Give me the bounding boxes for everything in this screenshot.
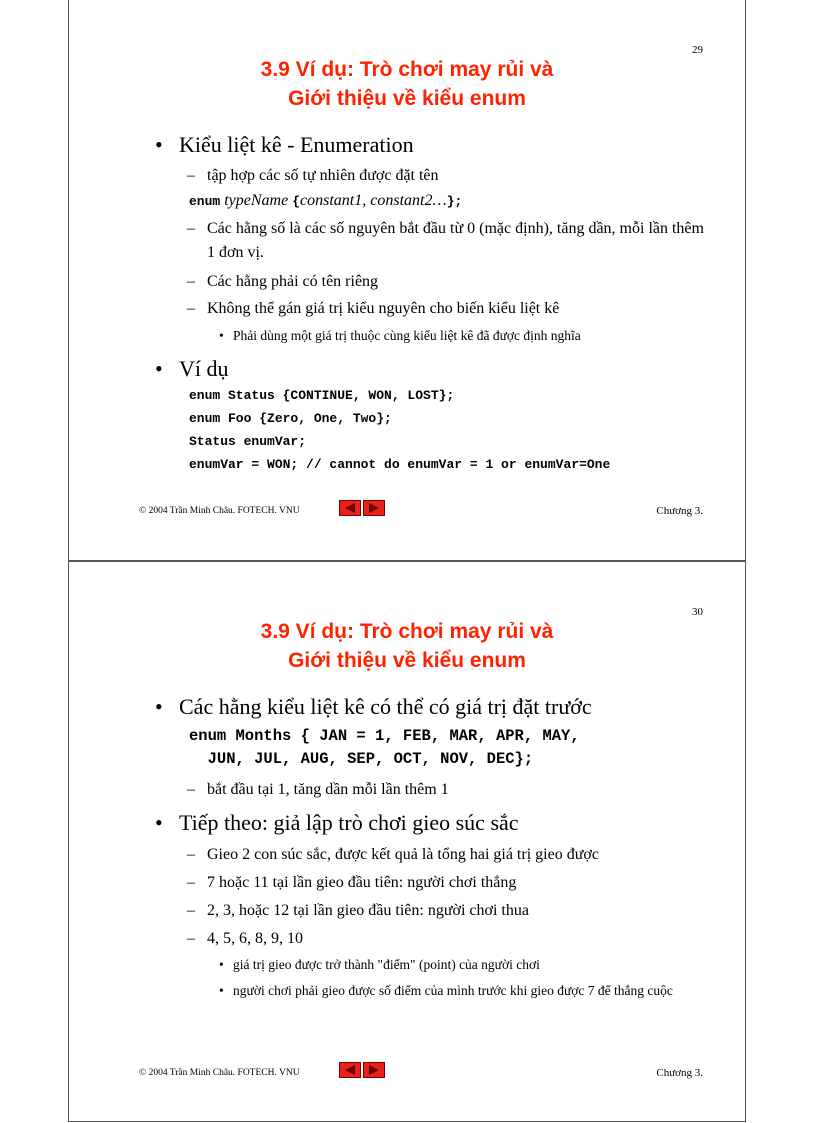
bullet-preset-values: • Các hằng kiểu liệt kê có thể có giá trị đặt trước [155, 694, 592, 719]
next-slide-button[interactable] [363, 500, 385, 516]
sub-item-named-integers: – tập hợp các số tự nhiên được đặt tên [187, 167, 439, 184]
sub-item-starts-at-one: – bắt đầu tại 1, tăng dần mỗi lần thêm 1 [187, 781, 449, 798]
arrow-left-icon [344, 1065, 356, 1075]
page-number: 29 [692, 44, 703, 56]
sub-sub-item-same-enum: • Phải dùng một giá trị thuộc cùng kiểu liệt kê đã được định nghĩa [219, 328, 581, 343]
sub-item-roll-two-dice: – Gieo 2 con súc sắc, được kết quả là tổng hai giá trị gieo được [187, 846, 599, 863]
nav-buttons [339, 500, 385, 516]
slide-title-line2: Giới thiệu về kiểu enum [288, 87, 526, 110]
sub-item-lose-condition: – 2, 3, hoặc 12 tại lần gieo đầu tiên: người chơi thua [187, 902, 529, 919]
arrow-left-icon [344, 503, 356, 513]
footer-copyright: © 2004 Trần Minh Châu. FOTECH. VNU [139, 1068, 300, 1078]
slide-29 [68, 0, 746, 561]
footer-copyright: © 2004 Trần Minh Châu. FOTECH. VNU [139, 506, 300, 516]
arrow-right-icon [368, 1065, 380, 1075]
next-slide-button[interactable] [363, 1062, 385, 1078]
footer-chapter: Chương 3. [656, 1067, 703, 1079]
code-line: enum Status {CONTINUE, WON, LOST}; [189, 388, 455, 403]
code-line: enumVar = WON; // cannot do enumVar = 1 or enumVar=One [189, 457, 611, 472]
sub-item-unique-names: – Các hằng phải có tên riêng [187, 273, 379, 290]
sub-item-constants-start-zero: – Các hằng số là các số nguyên bắt đầu từ 0 (mặc định), tăng dần, mỗi lần thêm 1 đơn vị. [187, 220, 704, 261]
code-line: JUN, JUL, AUG, SEP, OCT, NOV, DEC}; [189, 750, 534, 768]
enum-syntax: enum typeName {constant1, constant2…}; [189, 192, 463, 209]
sub-sub-item-point: • giá trị gieo được trở thành "điểm" (point) của người chơi [219, 957, 540, 972]
sub-sub-item-roll-point-before-seven: • người chơi phải gieo được số điểm của mình trước khi gieo được 7 để thắng cuộc [219, 983, 673, 998]
slide-title-line1: 3.9 Ví dụ: Trò chơi may rủi và [260, 620, 554, 643]
slide-30 [68, 561, 746, 1122]
code-line: Status enumVar; [189, 434, 307, 449]
slide-title-line2: Giới thiệu về kiểu enum [288, 649, 526, 672]
bullet-enumeration: • Kiểu liệt kê - Enumeration [155, 132, 414, 157]
arrow-right-icon [368, 503, 380, 513]
bullet-dice-game: • Tiếp theo: giả lập trò chơi gieo súc sắc [155, 810, 519, 835]
nav-buttons [339, 1062, 385, 1078]
page-number: 30 [692, 606, 703, 618]
slide-title-line1: 3.9 Ví dụ: Trò chơi may rủi và [260, 58, 554, 81]
sub-item-point-values: – 4, 5, 6, 8, 9, 10 [187, 930, 303, 947]
code-line: enum Months { JAN = 1, FEB, MAR, APR, MAY, [189, 727, 580, 745]
previous-slide-button[interactable] [339, 500, 361, 516]
sub-item-no-int-assign: – Không thể gán giá trị kiểu nguyên cho biến kiểu liệt kê [187, 300, 560, 317]
bullet-example: • Ví dụ [155, 356, 229, 381]
previous-slide-button[interactable] [339, 1062, 361, 1078]
sub-item-win-condition: – 7 hoặc 11 tại lần gieo đầu tiên: người chơi thắng [187, 874, 517, 891]
footer-chapter: Chương 3. [656, 505, 703, 517]
code-line: enum Foo {Zero, One, Two}; [189, 411, 392, 426]
